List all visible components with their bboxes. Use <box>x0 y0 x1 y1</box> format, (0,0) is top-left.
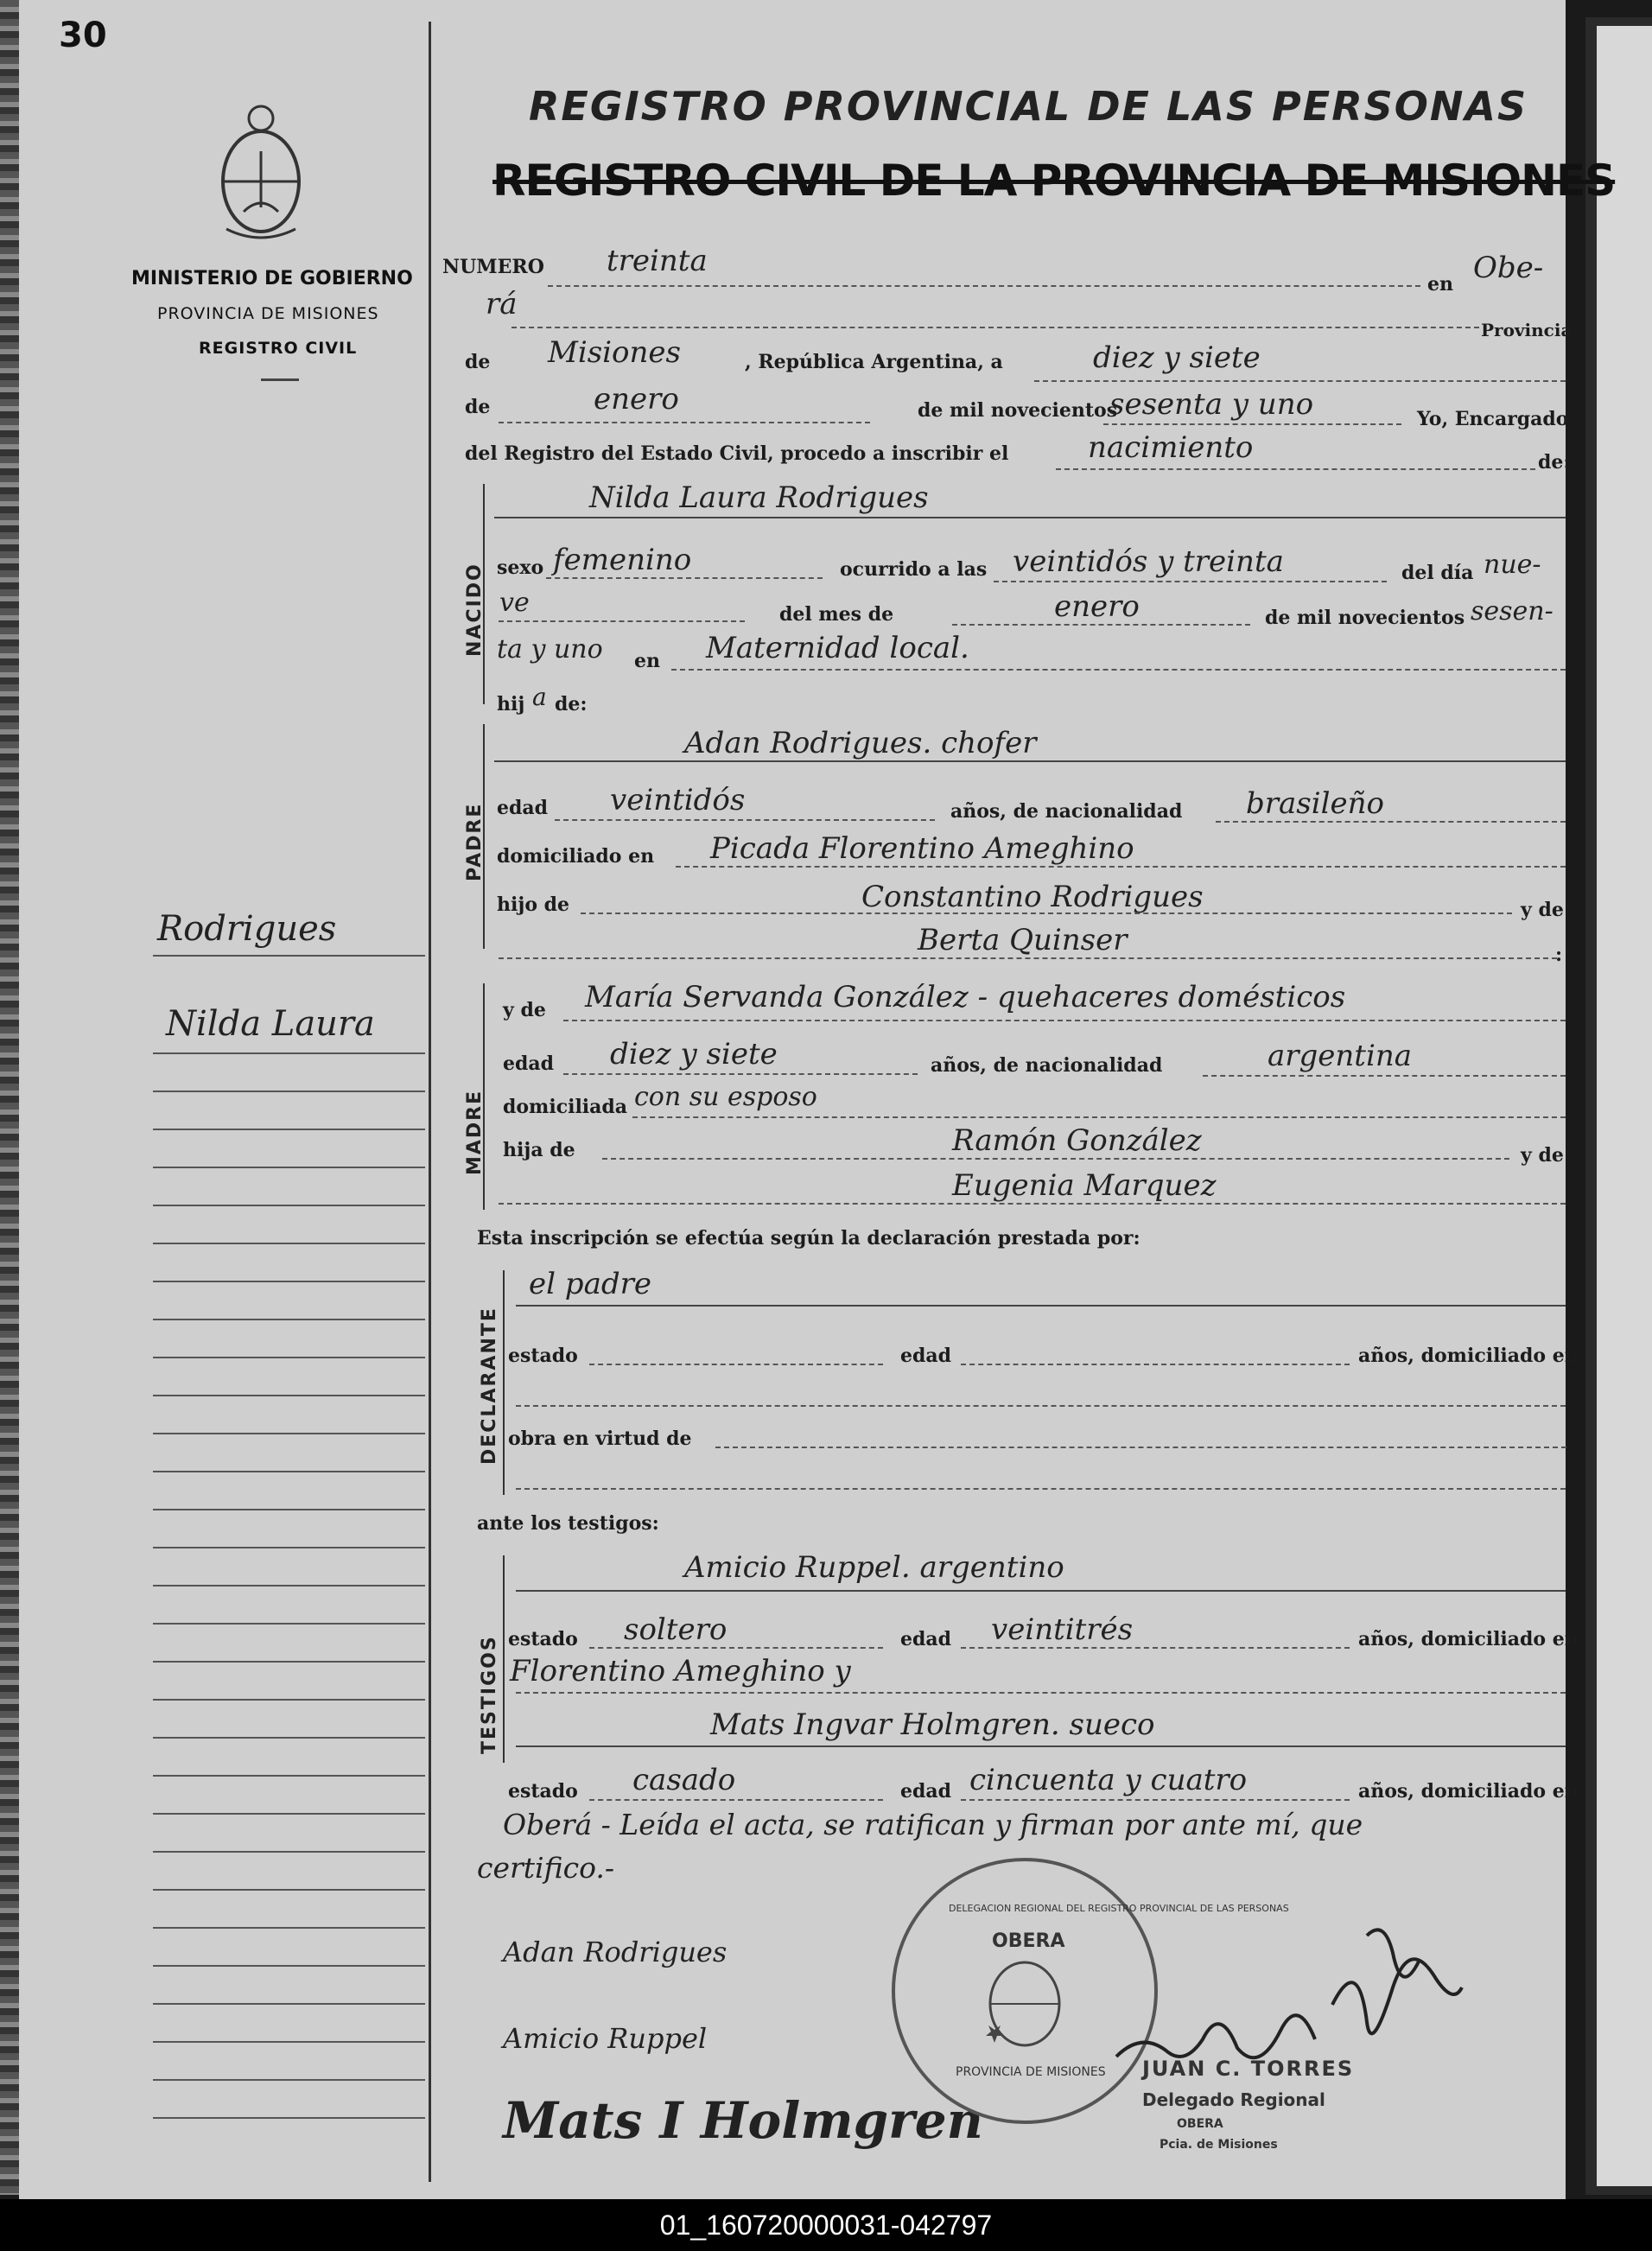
margin-rule <box>153 955 425 957</box>
stamp-bottom: PROVINCIA DE MISIONES <box>956 2065 1106 2079</box>
margin-rule <box>153 1433 425 1434</box>
fill-line <box>602 1158 1509 1160</box>
coat-of-arms-icon <box>218 99 304 246</box>
padre-dom-label: domiciliado en <box>497 845 655 868</box>
margin-rule <box>153 1319 425 1320</box>
provincia-label: Provincia <box>1481 320 1573 340</box>
fill-line <box>961 1799 1350 1801</box>
dia-value-b: ve <box>499 588 530 618</box>
fill-line <box>494 517 1566 518</box>
fill-line <box>961 1647 1350 1649</box>
fill-line <box>511 327 1479 328</box>
madre-yde-label: y de <box>503 999 546 1021</box>
official-signature-icon <box>1108 1901 1471 2091</box>
header-line-2: REGISTRO CIVIL DE LA PROVINCIA DE MISIONES <box>492 156 1616 206</box>
fill-line <box>548 285 1420 287</box>
fill-line <box>589 1799 883 1801</box>
fill-line <box>499 957 1557 959</box>
year-value: sesenta y uno <box>1109 387 1314 422</box>
fill-line <box>1034 380 1566 382</box>
madre-dom-label: domiciliada <box>503 1096 628 1118</box>
fill-line <box>499 422 870 423</box>
margin-rule <box>153 1851 425 1853</box>
witness2-anos-label: años, domiciliado en <box>1358 1780 1579 1803</box>
madre-hija-label: hija de <box>503 1139 575 1161</box>
fill-line <box>516 1692 1566 1694</box>
signature-witness1: Amicio Ruppel <box>503 2022 708 2055</box>
official-name: JUAN C. TORRES <box>1142 2057 1355 2081</box>
fill-line <box>671 669 1566 671</box>
fill-line <box>546 577 823 579</box>
margin-rule <box>153 1205 425 1206</box>
fill-line <box>715 1447 1566 1448</box>
madre-nac-value: argentina <box>1268 1039 1413 1073</box>
margin-rule <box>153 1357 425 1358</box>
section-bracket <box>503 1270 505 1495</box>
witness1-edad-label: edad <box>900 1628 952 1650</box>
sexo-value: femenino <box>553 543 692 577</box>
next-page-edge <box>1597 26 1652 2186</box>
fill-line <box>1203 1075 1566 1077</box>
province-label: PROVINCIA DE MISIONES <box>157 304 379 323</box>
hora-value: veintidós y treinta <box>1013 544 1284 579</box>
testigos-intro: ante los testigos: <box>477 1512 659 1535</box>
padre-parent2: Berta Quinser <box>918 923 1128 957</box>
margin-rule <box>153 2079 425 2081</box>
fill-line <box>952 624 1250 626</box>
place-value-b: rá <box>486 287 518 321</box>
registry-label: REGISTRO CIVIL <box>199 339 358 358</box>
official-prov: Pcia. de Misiones <box>1160 2138 1278 2152</box>
margin-rule <box>153 1167 425 1168</box>
witness1-dom: Florentino Ameghino y <box>510 1654 851 1688</box>
stamp-ring-text: DELEGACION REGIONAL DEL REGISTRO PROVINCIAL DE LAS PERSONAS <box>949 1903 1289 1914</box>
nacido-year-a: sesen- <box>1471 596 1554 626</box>
page-number: 30 <box>59 16 107 55</box>
ministry-label: MINISTERIO DE GOBIERNO <box>131 268 413 289</box>
nacido-en-label: en <box>634 650 660 672</box>
section-padre: PADRE <box>464 802 486 881</box>
margin-rule <box>153 1965 425 1967</box>
margin-rule <box>153 1661 425 1663</box>
margin-rule <box>153 1813 425 1815</box>
official-place: OBERA <box>1177 2117 1223 2131</box>
fill-line <box>589 1647 883 1649</box>
declarante-edad-label: edad <box>900 1345 952 1367</box>
madre-parent1: Ramón González <box>952 1123 1202 1158</box>
margin-rule <box>153 1509 425 1510</box>
section-madre: MADRE <box>464 1089 486 1175</box>
official-title: Delegado Regional <box>1142 2089 1325 2110</box>
padre-edad-value: veintidós <box>610 783 746 817</box>
margin-rule <box>153 1281 425 1282</box>
month-value: enero <box>594 382 679 416</box>
mes-label: del mes de <box>779 603 894 626</box>
madre-dom-value: con su esposo <box>634 1082 817 1112</box>
hij-de-label: de: <box>555 693 588 715</box>
section-nacido: NACIDO <box>464 563 486 657</box>
margin-rule <box>153 1699 425 1701</box>
mes-value: enero <box>1054 589 1140 624</box>
fill-line <box>1103 423 1401 425</box>
de2-label: de <box>465 396 491 418</box>
madre-name: María Servanda González - quehaceres domésticos <box>585 980 1346 1014</box>
section-declarante: DECLARANTE <box>479 1307 500 1465</box>
madre-parent2: Eugenia Marquez <box>952 1168 1217 1203</box>
stamp-emblem-icon <box>977 1956 1072 2051</box>
section-bracket <box>503 1555 505 1763</box>
witness2-edad: cincuenta y cuatro <box>969 1763 1248 1797</box>
numero-value: treinta <box>607 244 708 278</box>
margin-line <box>429 22 431 2182</box>
signature-father: Adan Rodrigues <box>503 1936 728 1968</box>
margin-rule <box>153 1547 425 1548</box>
margin-rule <box>153 1737 425 1739</box>
margin-rule <box>153 1889 425 1891</box>
milnov-label: de mil novecientos <box>918 399 1118 422</box>
declarante-obra-label: obra en virtud de <box>508 1428 692 1450</box>
place-value-a: Obe- <box>1473 251 1544 285</box>
nacido-milnov-label: de mil novecientos <box>1265 607 1465 629</box>
margin-rule <box>153 2003 425 2005</box>
fill-line <box>961 1364 1350 1365</box>
dia-value-a: nue- <box>1484 550 1541 580</box>
fill-line <box>563 1020 1566 1021</box>
margin-rule <box>153 1052 425 1054</box>
yo-label: Yo, Encargado <box>1417 408 1569 430</box>
fill-line <box>1056 468 1535 470</box>
fill-line <box>499 1203 1566 1205</box>
margin-rule <box>153 1091 425 1092</box>
act-value: nacimiento <box>1088 430 1254 465</box>
de3-label: de: <box>1538 451 1571 474</box>
fill-line <box>494 760 1566 762</box>
margin-rule <box>153 1623 425 1625</box>
padre-nac-value: brasileño <box>1246 786 1384 821</box>
fill-line <box>516 1745 1566 1747</box>
madre-edad-value: diez y siete <box>610 1037 778 1071</box>
fill-line <box>516 1305 1566 1307</box>
witness2-edad-label: edad <box>900 1780 952 1803</box>
hij-label: hij <box>497 693 525 715</box>
fill-line <box>555 819 935 821</box>
padre-parent1: Constantino Rodrigues <box>861 880 1204 914</box>
margin-rule <box>153 1395 425 1396</box>
fill-line <box>516 1488 1566 1490</box>
lugar-value: Maternidad local. <box>706 631 969 665</box>
witness2-estado-label: estado <box>508 1780 578 1803</box>
fill-line <box>632 1116 1566 1118</box>
fill-line <box>994 581 1387 582</box>
margin-rule <box>153 1243 425 1244</box>
hij-value: a <box>532 683 547 711</box>
declaracion-text: Esta inscripción se efectúa según la declaración prestada por: <box>477 1227 1141 1249</box>
margin-rule <box>153 2041 425 2043</box>
madre-anos-label: años, de nacionalidad <box>931 1054 1163 1077</box>
sexo-label: sexo <box>497 556 544 579</box>
fill-line <box>563 1073 918 1075</box>
witness1-edad: veintitrés <box>991 1612 1134 1647</box>
fill-line <box>676 866 1566 868</box>
margin-rule <box>153 1927 425 1929</box>
witness2-name: Mats Ingvar Holmgren. sueco <box>710 1707 1155 1742</box>
witness1-anos-label: años, domiciliado en <box>1358 1628 1579 1650</box>
signature-witness2: Mats I Holmgren <box>503 2091 983 2150</box>
de-label: de <box>465 351 491 373</box>
padre-edad-label: edad <box>497 797 549 819</box>
fill-line <box>516 1405 1566 1407</box>
madre-yde2-label: y de <box>1521 1144 1564 1167</box>
margin-rule <box>153 2117 425 2119</box>
margin-rule <box>153 1129 425 1130</box>
header-line-1: REGISTRO PROVINCIAL DE LAS PERSONAS <box>529 83 1528 130</box>
margin-given-names: Nilda Laura <box>166 1004 375 1044</box>
padre-anos-label: años, de nacionalidad <box>950 800 1183 823</box>
margin-surname: Rodrigues <box>157 909 337 949</box>
image-id-footer: 01_160720000031-042797 <box>0 2199 1652 2251</box>
province-value: Misiones <box>548 335 681 370</box>
margin-rule <box>153 1585 425 1587</box>
padre-name: Adan Rodrigues. chofer <box>684 726 1037 760</box>
nacido-year-b: ta y uno <box>497 634 603 664</box>
nacido-name: Nilda Laura Rodrigues <box>589 480 929 515</box>
fill-line <box>516 1590 1566 1592</box>
closing-line-a: Oberá - Leída el acta, se ratifican y firman por ante mí, que <box>503 1808 1363 1841</box>
en-label: en <box>1427 273 1453 296</box>
witness1-name: Amicio Ruppel. argentino <box>684 1550 1064 1585</box>
book-edge-left <box>0 0 19 2195</box>
section-testigos: TESTIGOS <box>479 1635 500 1754</box>
document-page <box>19 0 1616 2199</box>
republica-label: , República Argentina, a <box>745 351 1003 373</box>
fill-line <box>499 620 745 622</box>
registro-label: del Registro del Estado Civil, procedo a inscribir el <box>465 442 1009 465</box>
padre-yde-label: y de <box>1521 899 1564 921</box>
madre-edad-label: edad <box>503 1052 555 1075</box>
witness2-estado: casado <box>632 1763 736 1797</box>
witness1-estado-label: estado <box>508 1628 578 1650</box>
padre-hijo-label: hijo de <box>497 893 570 916</box>
margin-rule <box>153 1775 425 1777</box>
divider <box>261 378 299 381</box>
fill-line <box>1216 821 1566 823</box>
numero-label: NUMERO <box>442 256 544 278</box>
fill-line <box>589 1364 883 1365</box>
declarante-anos-label: años, domiciliado en <box>1358 1345 1579 1367</box>
ocurrido-label: ocurrido a las <box>840 558 988 581</box>
dia-label: del día <box>1401 562 1474 584</box>
closing-line-b: certifico.- <box>477 1851 615 1885</box>
day-value: diez y siete <box>1093 340 1261 375</box>
stamp-center: OBERA <box>992 1930 1065 1952</box>
witness1-estado: soltero <box>624 1612 728 1647</box>
margin-rule <box>153 1471 425 1472</box>
declarante-estado-label: estado <box>508 1345 578 1367</box>
declarante-value: el padre <box>529 1267 651 1301</box>
fill-line <box>581 912 1512 914</box>
padre-dom-value: Picada Florentino Ameghino <box>710 831 1134 866</box>
padre-colon: : <box>1555 944 1563 966</box>
